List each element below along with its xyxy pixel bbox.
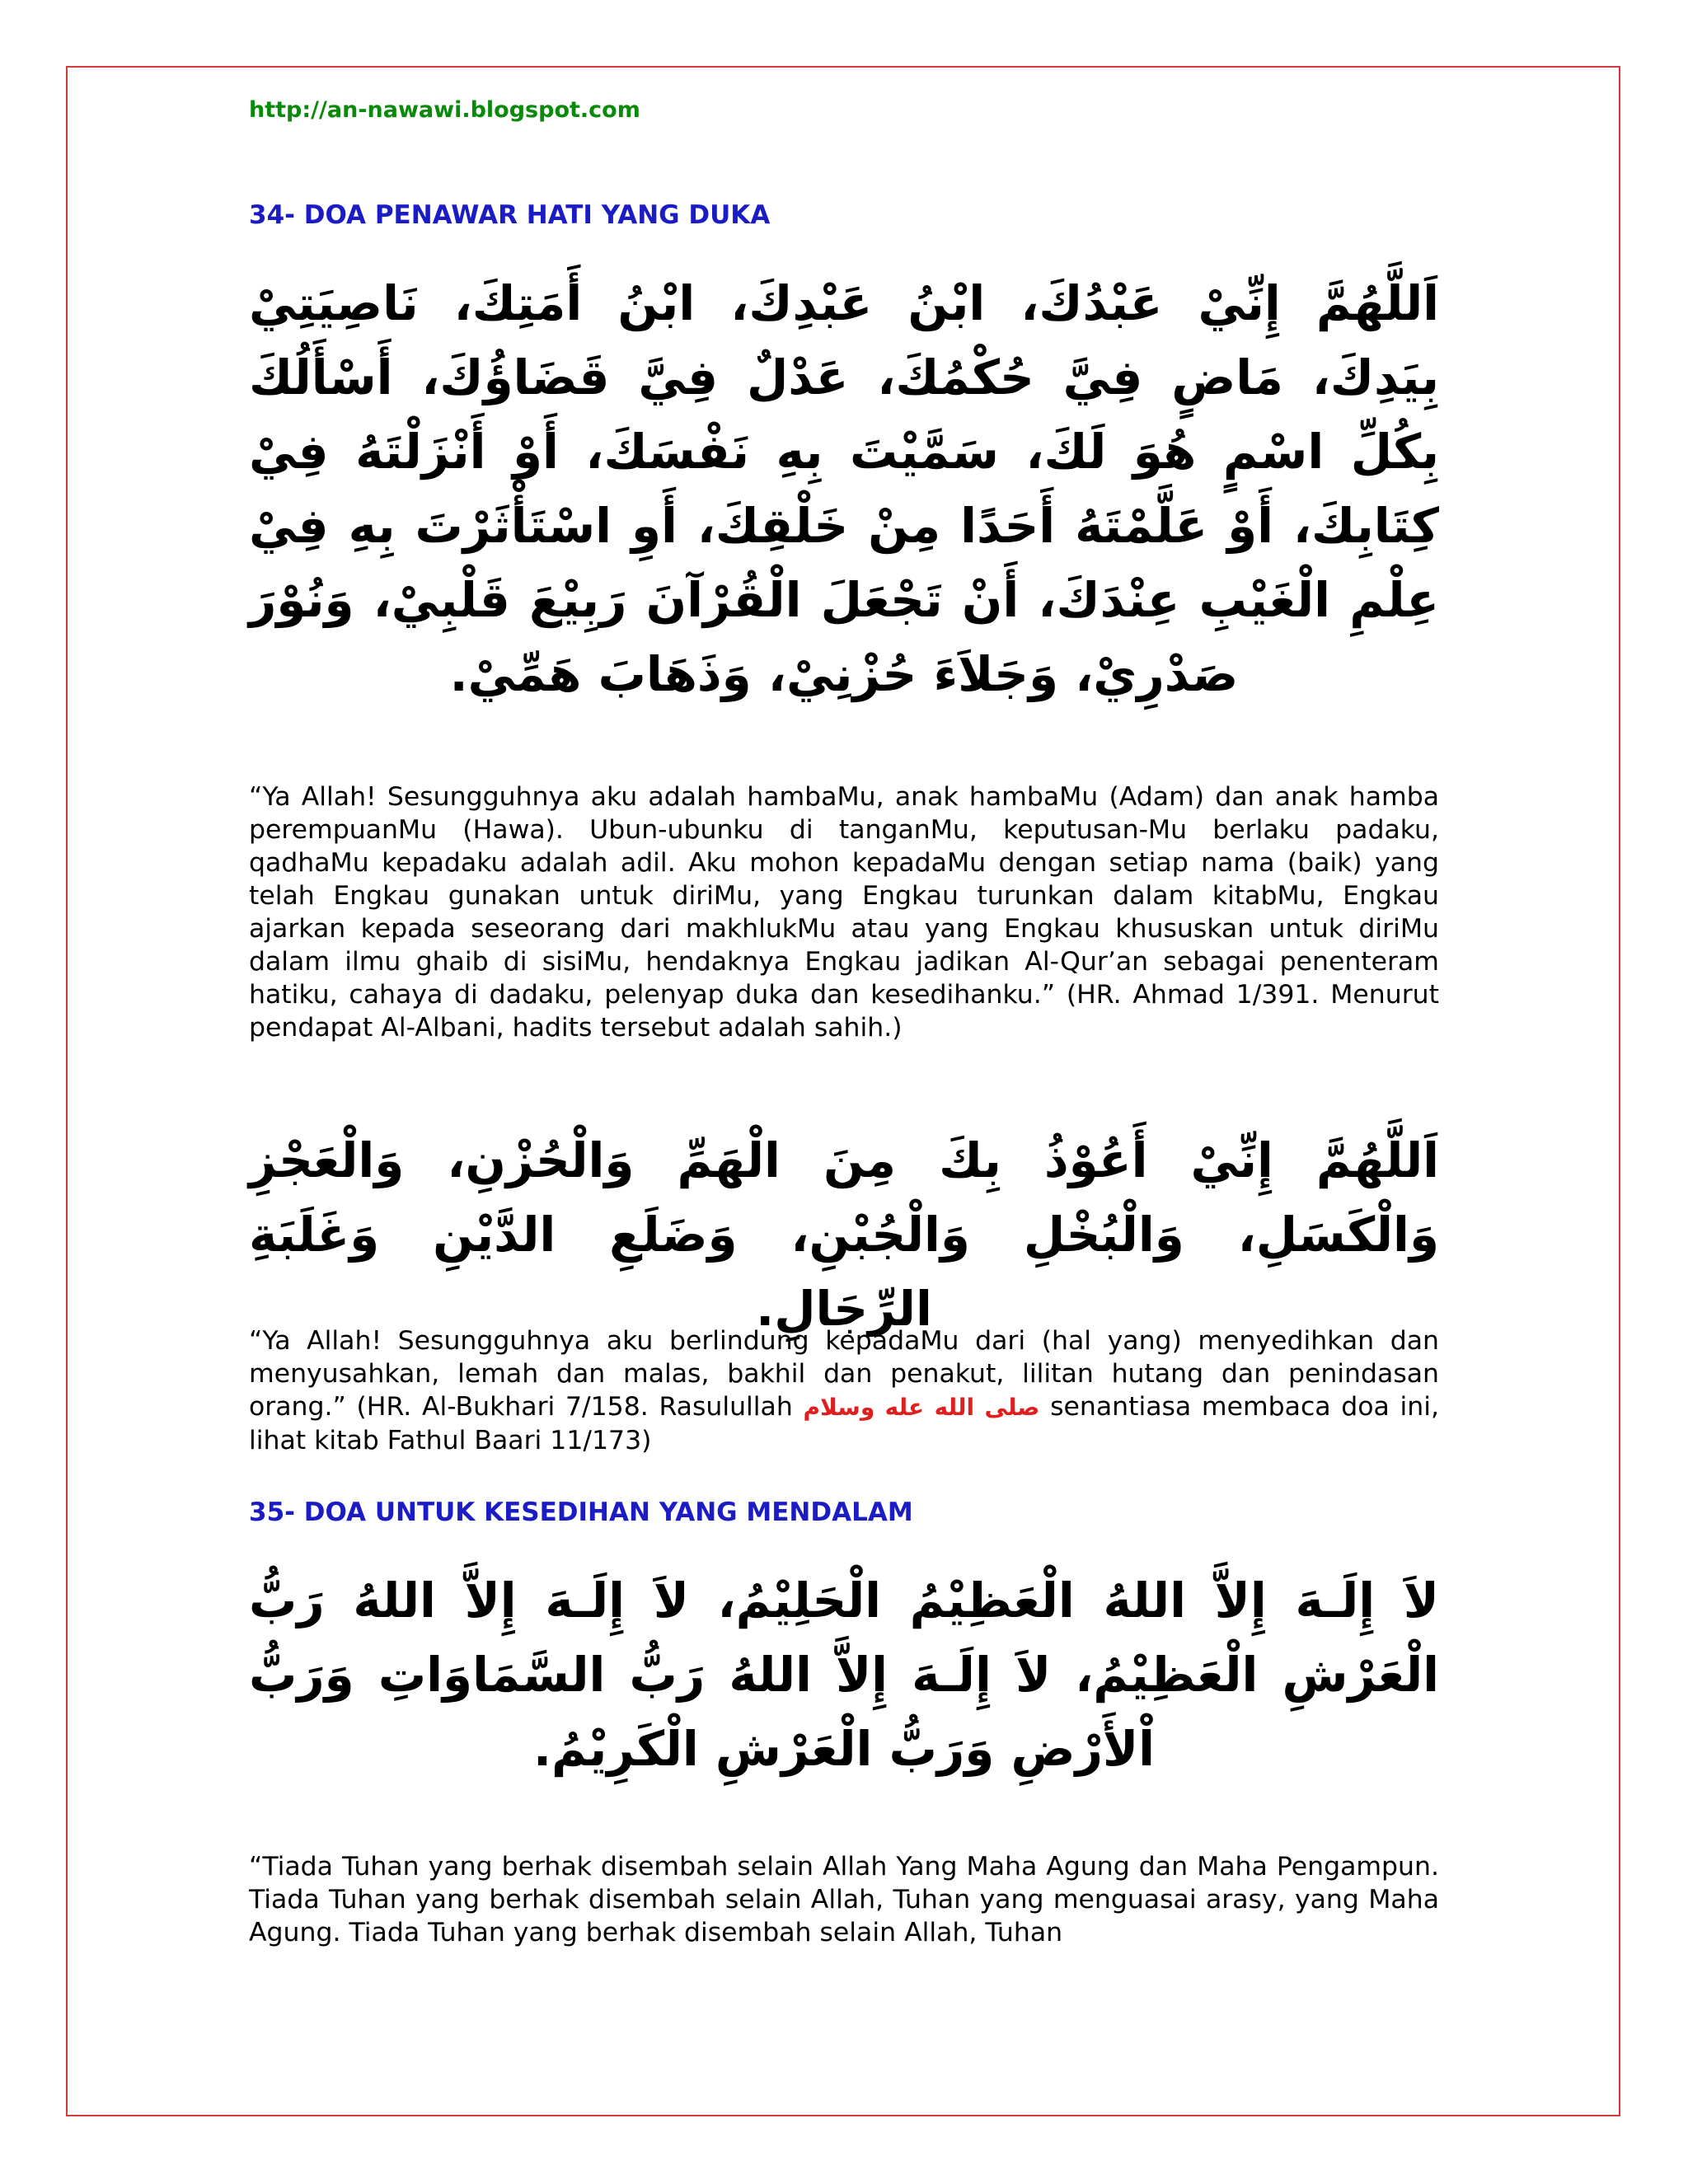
section-34-arabic-prayer-1: اَللَّهُمَّ إِنِّيْ عَبْدُكَ، ابْنُ عَبْدِكَ، ابْنُ أَمَتِكَ، نَاصِيَتِيْ بِيَدِكَ، مَاضٍ فِيَّ حُكْمُكَ، عَدْلٌ فِيَّ قَضَاؤُكَ، أَسْأَلُكَ بِكُلِّ اسْمٍ هُوَ لَكَ، سَمَّيْتَ بِهِ نَفْسَكَ، أَوْ أَنْزَلْتَهُ فِيْ كِتَابِكَ، أَوْ عَلَّمْتَهُ أَحَدًا مِنْ خَلْقِكَ، أَوِ اسْتَأْثَرْتَ بِهِ فِيْ عِلْمِ الْغَيْبِ عِنْدَكَ، أَنْ تَجْعَلَ الْقُرْآنَ رَبِيْعَ قَلْبِيْ، وَنُوْرَ صَدْرِيْ، وَجَلاَءَ حُزْنِيْ، وَذَهَابَ هَمِّيْ. bbox=[249, 275, 1439, 702]
salawat-phrase: صلى الله عله وسلام bbox=[803, 1394, 1040, 1421]
section-35-heading: 35- DOA UNTUK KESEDIHAN YANG MENDALAM bbox=[249, 1497, 913, 1527]
section-34-arabic-prayer-2: اَللَّهُمَّ إِنِّيْ أَعُوْذُ بِكَ مِنَ الْهَمِّ وَالْحُزْنِ، وَالْعَجْزِ وَالْكَسَلِ، وَالْبُخْلِ وَالْجُبْنِ، وَضَلَعِ الدَّيْنِ وَغَلَبَةِ الرِّجَالِ. bbox=[249, 1132, 1439, 1337]
section-34-translation-2 bbox=[249, 1324, 1439, 1457]
section-35-translation: “Tiada Tuhan yang berhak disembah selain Allah Yang Maha Agung dan Maha Pengampun. Tiada Tuhan yang berhak disembah selain Allah, Tuhan yang menguasai arasy, yang Maha Agung. Tiada Tuhan yang berhak disembah selain Allah, Tuhan bbox=[249, 1852, 1439, 1947]
section-34-translation-1: “Ya Allah! Sesungguhnya aku adalah hambaMu, anak hambaMu (Adam) dan anak hamba perempuanMu (Hawa). Ubun-ubunku di tanganMu, keputusan-Mu berlaku padaku, qadhaMu kepadaku adalah adil. Aku mohon kepadaMu dengan setiap nama (baik) yang telah Engkau gunakan untuk diriMu, yang Engkau turunkan dalam kitabMu, Engkau ajarkan kepada seseorang dari makhlukMu atau yang Engkau khususkan untuk diriMu dalam ilmu ghaib di sisiMu, hendaknya Engkau jadikan Al-Qur’an sebagai penenteram hatiku, cahaya di dadaku, pelenyap duka dan kesedihanku.” (HR. Ahmad 1/391. Menurut pendapat Al-Albani, hadits tersebut adalah sahih.) bbox=[249, 782, 1439, 1043]
translation-2-text-start: “Ya Allah! Sesungguhnya aku berlindung kepadaMu dari (hal yang) menyedihkan dan menyusahkan, lemah dan malas, bakhil dan penakut, lilitan hutang dan penindasan orang.” (HR. Al-Bukhari 7/158. Rasulullah bbox=[249, 1326, 1439, 1422]
section-34-heading: 34- DOA PENAWAR HATI YANG DUKA bbox=[249, 200, 771, 230]
section-35-arabic-prayer: لاَ إِلَـهَ إِلاَّ اللهُ الْعَظِيْمُ الْحَلِيْمُ، لاَ إِلَـهَ إِلاَّ اللهُ رَبُّ الْعَرْشِ الْعَظِيْمُ، لاَ إِلَـهَ إِلاَّ اللهُ رَبُّ السَّمَاوَاتِ وَرَبُّ اْلأَرْضِ وَرَبُّ الْعَرْشِ الْكَرِيْمُ. bbox=[249, 1572, 1439, 1777]
blog-url[interactable]: http://an-nawawi.blogspot.com bbox=[249, 97, 640, 123]
translation-2-text-end: senantiasa membaca doa ini, lihat kitab Fathul Baari 11/173) bbox=[249, 1392, 1439, 1455]
